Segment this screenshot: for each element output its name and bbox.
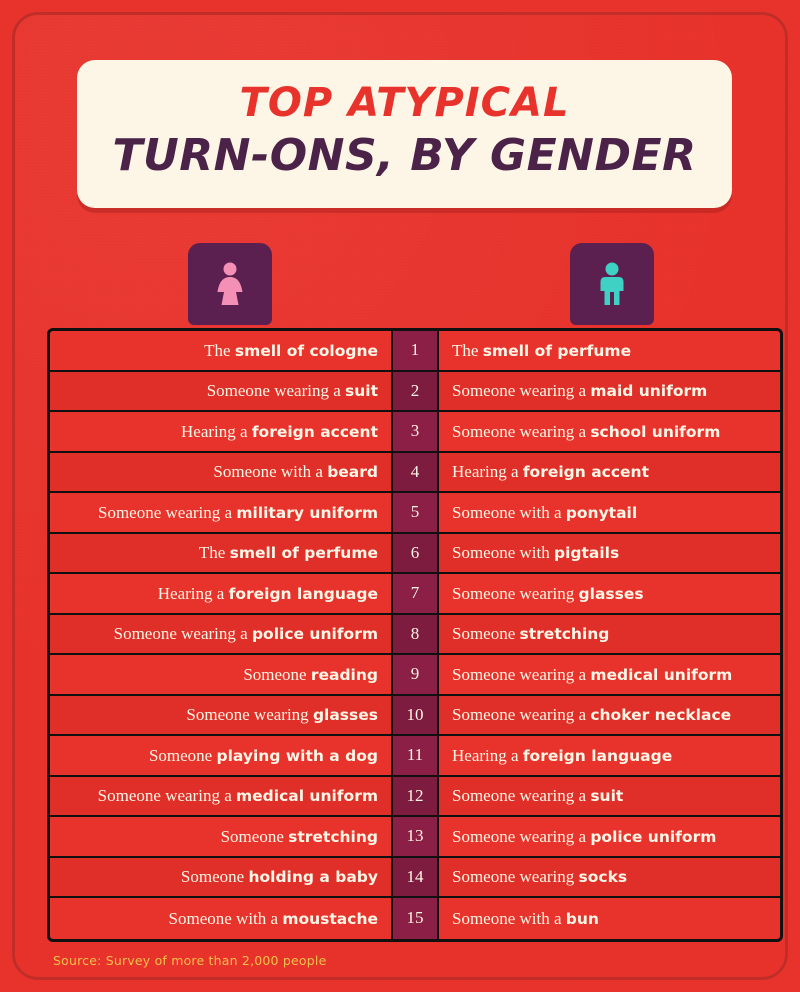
women-entry	[50, 493, 391, 532]
male-figure-icon	[595, 261, 629, 307]
title-card	[77, 60, 732, 208]
women-entry	[50, 453, 391, 492]
men-entry-text: Someone wearing a school uniform	[452, 421, 721, 441]
women-entry-text: Hearing a foreign accent	[181, 421, 378, 441]
women-entry	[50, 696, 391, 735]
women-entry-text: Someone with a moustache	[168, 908, 378, 928]
men-entry	[439, 493, 780, 532]
title-line-1: TOP ATYPICAL	[239, 80, 570, 126]
men-entry-text: Someone wearing a choker necklace	[452, 705, 732, 724]
men-entry	[439, 615, 780, 654]
women-entry	[50, 574, 391, 613]
women-entry-text: Someone wearing a police uniform	[113, 624, 378, 643]
rank-cell: 12	[391, 777, 439, 816]
women-entry	[50, 534, 391, 573]
female-figure-icon	[213, 261, 247, 307]
women-entry-text: The smell of cologne	[204, 340, 378, 360]
men-entry	[439, 534, 780, 573]
rank-cell: 10	[391, 696, 439, 735]
men-entry-text: Someone stretching	[452, 624, 610, 643]
men-entry	[439, 696, 780, 735]
men-entry-text: Someone with a ponytail	[452, 502, 638, 522]
women-entry-text: Someone reading	[243, 664, 378, 684]
women-entry-text: Someone wearing glasses	[186, 705, 378, 724]
rank-cell: 7	[391, 574, 439, 613]
men-entry	[439, 655, 780, 694]
women-entry-text: Someone wearing a suit	[206, 381, 378, 400]
women-entry	[50, 331, 391, 370]
infographic-frame	[12, 12, 788, 980]
table-row	[50, 493, 780, 534]
turn-ons-table	[47, 328, 783, 942]
women-entry	[50, 412, 391, 451]
table-row	[50, 817, 780, 858]
rank-cell: 4	[391, 453, 439, 492]
rank-cell: 3	[391, 412, 439, 451]
men-entry	[439, 412, 780, 451]
rank-cell: 8	[391, 615, 439, 654]
men-entry-text: Someone wearing a maid uniform	[452, 381, 708, 400]
women-entry-text: Someone stretching	[220, 826, 378, 846]
men-entry-text: Someone wearing a medical uniform	[452, 664, 733, 684]
men-entry-text: The smell of perfume	[452, 340, 632, 360]
rank-cell: 9	[391, 655, 439, 694]
men-entry	[439, 898, 780, 939]
column-header-women	[188, 243, 272, 325]
table-row	[50, 615, 780, 656]
rank-cell: 2	[391, 372, 439, 411]
women-entry	[50, 655, 391, 694]
men-entry	[439, 453, 780, 492]
men-entry-text: Someone with a bun	[452, 908, 599, 928]
women-entry	[50, 736, 391, 775]
women-entry-text: Hearing a foreign language	[157, 583, 378, 603]
table-row	[50, 655, 780, 696]
women-entry	[50, 372, 391, 411]
women-entry	[50, 858, 391, 897]
rank-cell: 14	[391, 858, 439, 897]
women-entry-text: Someone holding a baby	[180, 867, 378, 886]
men-entry	[439, 736, 780, 775]
men-entry-text: Hearing a foreign language	[452, 745, 673, 765]
table-row	[50, 696, 780, 737]
men-entry-text: Someone wearing a police uniform	[452, 826, 717, 846]
men-entry	[439, 574, 780, 613]
women-entry-text: Someone wearing a military uniform	[97, 502, 378, 522]
men-entry	[439, 858, 780, 897]
rank-cell: 6	[391, 534, 439, 573]
men-entry-text: Someone wearing glasses	[452, 583, 644, 603]
table-row	[50, 574, 780, 615]
men-entry-text: Someone wearing socks	[452, 867, 628, 886]
women-entry-text: The smell of perfume	[198, 543, 378, 562]
men-entry	[439, 372, 780, 411]
table-row	[50, 331, 780, 372]
women-entry	[50, 777, 391, 816]
rank-cell: 5	[391, 493, 439, 532]
men-entry-text: Hearing a foreign accent	[452, 462, 649, 481]
women-entry-text: Someone with a beard	[213, 462, 378, 481]
table-row	[50, 777, 780, 818]
column-header-men	[570, 243, 654, 325]
men-entry	[439, 777, 780, 816]
table-row	[50, 736, 780, 777]
title-line-2: TURN-ONS, BY GENDER	[112, 130, 697, 181]
table-row	[50, 898, 780, 939]
men-entry-text: Someone with pigtails	[452, 543, 620, 562]
women-entry	[50, 817, 391, 856]
rank-cell: 1	[391, 331, 439, 370]
rank-cell: 13	[391, 817, 439, 856]
men-entry	[439, 331, 780, 370]
table-row	[50, 372, 780, 413]
men-entry-text: Someone wearing a suit	[452, 786, 624, 805]
women-entry	[50, 898, 391, 939]
men-entry	[439, 817, 780, 856]
women-entry-text: Someone playing with a dog	[148, 745, 378, 765]
rank-cell: 15	[391, 898, 439, 939]
table-row	[50, 534, 780, 575]
table-row	[50, 453, 780, 494]
women-entry-text: Someone wearing a medical uniform	[97, 786, 378, 805]
table-row	[50, 412, 780, 453]
women-entry	[50, 615, 391, 654]
rank-cell: 11	[391, 736, 439, 775]
source-note: Source: Survey of more than 2,000 people	[53, 953, 327, 968]
table-row	[50, 858, 780, 899]
